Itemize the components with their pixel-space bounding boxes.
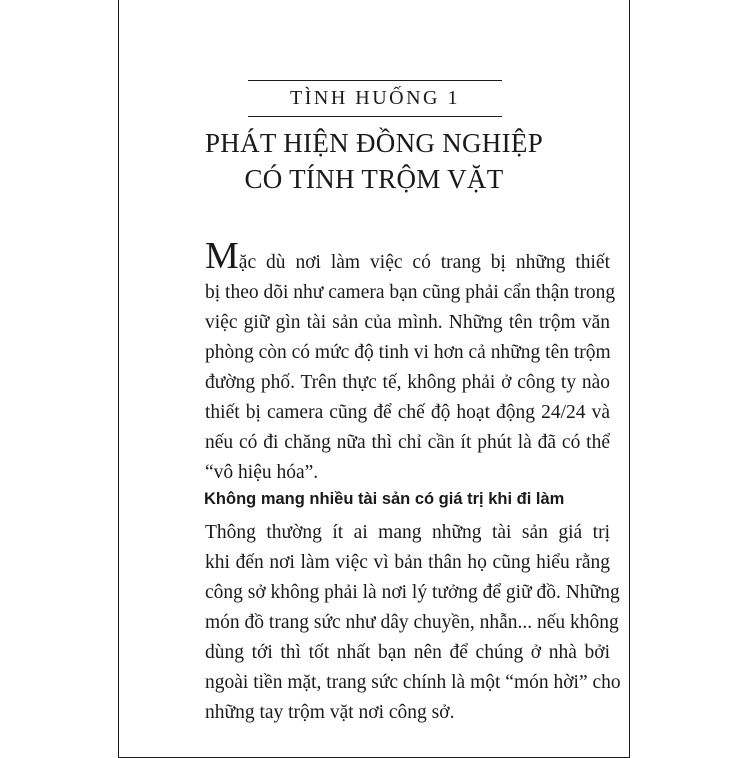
section-line-1: Thông thường ít ai mang những tài sản giá trị: [205, 522, 610, 543]
intro-line-8: “vô hiệu hóa”.: [205, 462, 319, 483]
title-line-2: CÓ TÍNH TRỘM VẶT: [244, 164, 504, 194]
intro-line-1: [205, 235, 610, 278]
intro-line-5: đường phố. Trên thực tế, không phải ở công ty nào: [205, 372, 610, 393]
dropcap: M: [205, 235, 239, 277]
intro-line-3: việc giữ gìn tài sản của mình. Những tên trộm văn: [205, 312, 610, 333]
intro-line-1-text: ặc dù nơi làm việc có trang bị những thiết: [238, 252, 610, 273]
intro-line-6: thiết bị camera cũng để chế độ hoạt động 24/24 và: [205, 402, 610, 423]
intro-paragraph: [205, 235, 616, 488]
chapter-label: [248, 80, 502, 117]
page-title: [118, 125, 630, 197]
section-line-7: những tay trộm vặt nơi công sở.: [205, 702, 455, 723]
title-line-1: PHÁT HIỆN ĐỒNG NGHIỆP: [204, 128, 544, 158]
chapter-label-text: TÌNH HUỐNG 1: [290, 87, 460, 109]
intro-line-4: phòng còn có mức độ tinh vi hơn cả những tên trộm: [205, 342, 611, 363]
intro-line-2: bị theo dõi như camera bạn cũng phải cẩn thận trong: [205, 282, 616, 303]
section-line-5: dùng tới thì tốt nhất bạn nên để chúng ở nhà bởi: [205, 642, 610, 663]
intro-line-7: nếu có đi chăng nữa thì chỉ cần ít phút là đã có thể: [205, 432, 610, 453]
section-line-6: ngoài tiền mặt, trang sức chính là một “món hời” cho: [205, 672, 621, 693]
section-line-2: khi đến nơi làm việc vì bản thân họ cũng hiểu rằng: [205, 552, 610, 573]
section-paragraph: [205, 518, 621, 728]
section-heading: Không mang nhiều tài sản có giá trị khi đi làm: [204, 490, 565, 508]
section-line-3: công sở không phải là nơi lý tưởng để giữ đồ. Những: [205, 582, 620, 603]
section-line-4: món đồ trang sức như dây chuyền, nhẫn... nếu không: [205, 612, 619, 633]
